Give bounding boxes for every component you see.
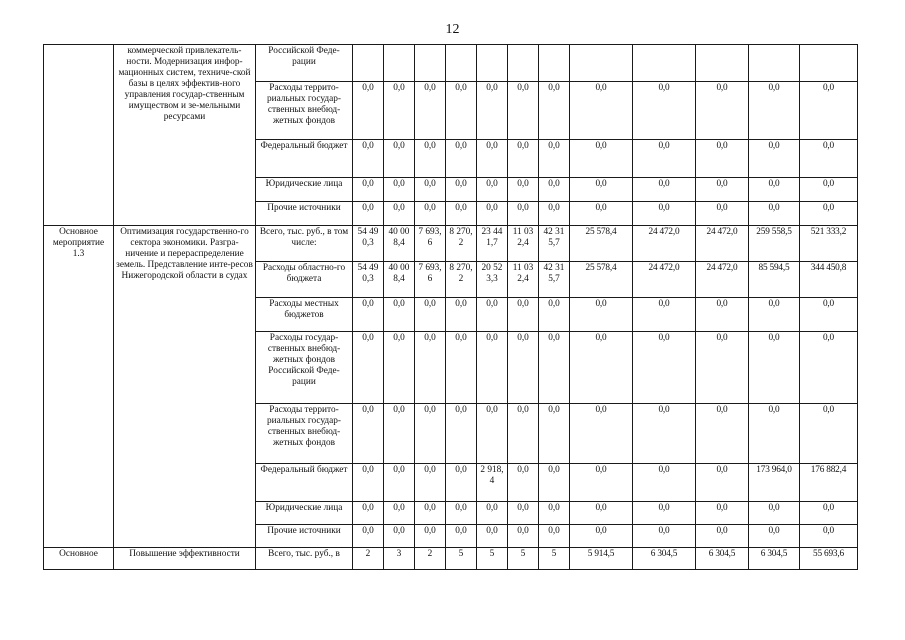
funding-source-cell: Всего, тыс. руб., в	[256, 548, 353, 570]
value-cell: 0,0	[353, 525, 384, 548]
value-cell: 0,0	[415, 332, 446, 404]
value-cell: 0,0	[508, 464, 539, 502]
value-cell: 0,0	[446, 404, 477, 464]
value-cell: 0,0	[415, 140, 446, 178]
value-cell: 5	[539, 548, 570, 570]
value-cell: 0,0	[446, 502, 477, 525]
value-cell: 0,0	[477, 404, 508, 464]
value-cell: 0,0	[446, 178, 477, 202]
value-cell: 5	[477, 548, 508, 570]
value-cell: 0,0	[633, 178, 696, 202]
value-cell: 5 914,5	[570, 548, 633, 570]
value-cell: 173 964,0	[749, 464, 800, 502]
value-cell: 0,0	[384, 464, 415, 502]
value-cell: 0,0	[508, 82, 539, 140]
funding-source-cell: Расходы областно-го бюджета	[256, 262, 353, 298]
value-cell: 521 333,2	[800, 226, 858, 262]
value-cell	[633, 45, 696, 82]
value-cell: 0,0	[539, 464, 570, 502]
value-cell: 2 918,4	[477, 464, 508, 502]
value-cell: 20 523,3	[477, 262, 508, 298]
value-cell: 40 008,4	[384, 226, 415, 262]
value-cell: 55 693,6	[800, 548, 858, 570]
value-cell: 0,0	[633, 404, 696, 464]
value-cell: 0,0	[508, 404, 539, 464]
value-cell: 0,0	[353, 502, 384, 525]
value-cell: 0,0	[570, 464, 633, 502]
value-cell: 0,0	[749, 525, 800, 548]
value-cell: 0,0	[384, 404, 415, 464]
value-cell: 0,0	[570, 82, 633, 140]
value-cell: 0,0	[570, 202, 633, 226]
value-cell: 0,0	[539, 82, 570, 140]
value-cell: 0,0	[633, 525, 696, 548]
value-cell: 0,0	[696, 502, 749, 525]
value-cell: 0,0	[696, 404, 749, 464]
value-cell: 0,0	[696, 464, 749, 502]
value-cell: 0,0	[749, 332, 800, 404]
table-row	[44, 226, 858, 262]
value-cell: 0,0	[749, 82, 800, 140]
value-cell: 7 693,6	[415, 226, 446, 262]
value-cell: 6 304,5	[633, 548, 696, 570]
value-cell: 0,0	[696, 178, 749, 202]
value-cell: 0,0	[415, 178, 446, 202]
value-cell: 0,0	[508, 140, 539, 178]
value-cell: 0,0	[749, 140, 800, 178]
value-cell: 0,0	[477, 332, 508, 404]
value-cell: 0,0	[508, 332, 539, 404]
value-cell: 0,0	[384, 525, 415, 548]
value-cell: 40 008,4	[384, 262, 415, 298]
value-cell: 0,0	[384, 82, 415, 140]
value-cell: 0,0	[353, 404, 384, 464]
value-cell: 0,0	[539, 140, 570, 178]
value-cell: 0,0	[749, 502, 800, 525]
value-cell: 0,0	[353, 298, 384, 332]
value-cell: 0,0	[508, 502, 539, 525]
value-cell: 0,0	[446, 332, 477, 404]
value-cell: 0,0	[696, 202, 749, 226]
value-cell: 0,0	[800, 298, 858, 332]
value-cell: 0,0	[477, 502, 508, 525]
value-cell: 0,0	[477, 202, 508, 226]
value-cell: 0,0	[633, 298, 696, 332]
value-cell	[696, 45, 749, 82]
value-cell: 0,0	[539, 502, 570, 525]
value-cell: 0,0	[800, 502, 858, 525]
value-cell: 0,0	[570, 332, 633, 404]
value-cell: 0,0	[800, 404, 858, 464]
budget-table-body	[44, 45, 858, 570]
table-row	[44, 548, 858, 570]
value-cell: 0,0	[415, 502, 446, 525]
value-cell: 0,0	[749, 298, 800, 332]
funding-source-cell: Юридические лица	[256, 502, 353, 525]
value-cell: 0,0	[749, 178, 800, 202]
value-cell: 3	[384, 548, 415, 570]
value-cell: 0,0	[415, 464, 446, 502]
value-cell: 344 450,8	[800, 262, 858, 298]
value-cell: 0,0	[539, 404, 570, 464]
value-cell: 0,0	[415, 202, 446, 226]
funding-source-cell: Российской Феде-рации	[256, 45, 353, 82]
value-cell: 0,0	[477, 178, 508, 202]
event-cell: Основное мероприятие 1.3	[44, 226, 114, 548]
page-number: 12	[445, 22, 460, 37]
value-cell	[800, 45, 858, 82]
value-cell: 0,0	[749, 202, 800, 226]
funding-source-cell: Расходы государ-ственных внебюд-жетных фондов Российской Феде-рации	[256, 332, 353, 404]
value-cell: 8 270,2	[446, 262, 477, 298]
value-cell: 0,0	[446, 202, 477, 226]
value-cell: 0,0	[508, 525, 539, 548]
value-cell: 0,0	[696, 140, 749, 178]
value-cell: 0,0	[353, 82, 384, 140]
value-cell: 23 441,7	[477, 226, 508, 262]
value-cell	[384, 45, 415, 82]
value-cell: 0,0	[696, 525, 749, 548]
funding-source-cell: Всего, тыс. руб., в том числе:	[256, 226, 353, 262]
funding-source-cell: Федеральный бюджет	[256, 464, 353, 502]
budget-table	[43, 44, 858, 570]
value-cell: 0,0	[696, 298, 749, 332]
value-cell: 25 578,4	[570, 262, 633, 298]
value-cell: 0,0	[696, 82, 749, 140]
value-cell: 0,0	[539, 178, 570, 202]
value-cell: 0,0	[353, 202, 384, 226]
value-cell	[570, 45, 633, 82]
description-cell: коммерческой привлекатель-ности. Модернизация инфор-мационных систем, техниче-ской базы в целях эффектив-ного управления государ-ственным имуществом и зе-мельными ресурсами	[114, 45, 256, 226]
value-cell: 0,0	[696, 332, 749, 404]
value-cell: 0,0	[353, 332, 384, 404]
value-cell: 0,0	[539, 525, 570, 548]
value-cell: 0,0	[508, 298, 539, 332]
value-cell: 0,0	[633, 332, 696, 404]
value-cell: 54 490,3	[353, 262, 384, 298]
value-cell: 0,0	[415, 525, 446, 548]
value-cell: 259 558,5	[749, 226, 800, 262]
value-cell: 11 032,4	[508, 262, 539, 298]
value-cell: 0,0	[477, 298, 508, 332]
value-cell: 0,0	[570, 178, 633, 202]
description-cell: Повышение эффективности	[114, 548, 256, 570]
value-cell: 0,0	[353, 140, 384, 178]
value-cell: 0,0	[570, 502, 633, 525]
value-cell: 0,0	[800, 332, 858, 404]
funding-source-cell: Юридические лица	[256, 178, 353, 202]
value-cell: 0,0	[384, 332, 415, 404]
value-cell: 0,0	[508, 178, 539, 202]
value-cell	[477, 45, 508, 82]
value-cell: 85 594,5	[749, 262, 800, 298]
value-cell: 0,0	[384, 202, 415, 226]
value-cell: 0,0	[477, 140, 508, 178]
funding-source-cell: Расходы террито-риальных государ-ственных внебюд-жетных фондов	[256, 82, 353, 140]
value-cell: 0,0	[633, 82, 696, 140]
value-cell	[539, 45, 570, 82]
value-cell: 0,0	[570, 404, 633, 464]
value-cell: 5	[446, 548, 477, 570]
table-row	[44, 45, 858, 82]
value-cell: 176 882,4	[800, 464, 858, 502]
value-cell: 0,0	[508, 202, 539, 226]
description-cell: Оптимизация государственно-го сектора экономики. Разгра-ничение и перераспределение земель. Представление инте-ресов Нижегородской области в судах	[114, 226, 256, 548]
value-cell: 0,0	[570, 140, 633, 178]
value-cell: 0,0	[446, 298, 477, 332]
value-cell: 8 270,2	[446, 226, 477, 262]
value-cell: 0,0	[800, 178, 858, 202]
value-cell: 0,0	[800, 525, 858, 548]
value-cell: 0,0	[800, 82, 858, 140]
value-cell: 0,0	[633, 464, 696, 502]
value-cell: 0,0	[800, 202, 858, 226]
value-cell: 42 315,7	[539, 226, 570, 262]
value-cell: 6 304,5	[696, 548, 749, 570]
value-cell: 0,0	[384, 502, 415, 525]
value-cell: 7 693,6	[415, 262, 446, 298]
value-cell	[508, 45, 539, 82]
value-cell: 2	[415, 548, 446, 570]
value-cell: 24 472,0	[696, 262, 749, 298]
value-cell: 24 472,0	[633, 262, 696, 298]
funding-source-cell: Расходы террито-риальных государ-ственных внебюд-жетных фондов	[256, 404, 353, 464]
value-cell	[415, 45, 446, 82]
event-cell: Основное	[44, 548, 114, 570]
value-cell: 0,0	[353, 178, 384, 202]
funding-source-cell: Прочие источники	[256, 525, 353, 548]
value-cell	[749, 45, 800, 82]
value-cell: 0,0	[446, 140, 477, 178]
value-cell: 0,0	[539, 202, 570, 226]
value-cell: 0,0	[353, 464, 384, 502]
value-cell: 42 315,7	[539, 262, 570, 298]
value-cell: 0,0	[633, 140, 696, 178]
value-cell: 0,0	[539, 298, 570, 332]
value-cell: 5	[508, 548, 539, 570]
value-cell	[446, 45, 477, 82]
value-cell	[353, 45, 384, 82]
value-cell: 0,0	[477, 82, 508, 140]
value-cell: 25 578,4	[570, 226, 633, 262]
funding-source-cell: Прочие источники	[256, 202, 353, 226]
value-cell: 0,0	[570, 525, 633, 548]
value-cell: 24 472,0	[696, 226, 749, 262]
value-cell: 54 490,3	[353, 226, 384, 262]
funding-source-cell: Федеральный бюджет	[256, 140, 353, 178]
value-cell: 11 032,4	[508, 226, 539, 262]
value-cell: 0,0	[384, 178, 415, 202]
value-cell: 0,0	[384, 298, 415, 332]
value-cell: 0,0	[800, 140, 858, 178]
value-cell: 0,0	[633, 502, 696, 525]
value-cell: 0,0	[384, 140, 415, 178]
event-cell	[44, 45, 114, 226]
funding-source-cell: Расходы местных бюджетов	[256, 298, 353, 332]
value-cell: 0,0	[446, 525, 477, 548]
value-cell: 2	[353, 548, 384, 570]
value-cell: 0,0	[633, 202, 696, 226]
value-cell: 0,0	[446, 82, 477, 140]
value-cell: 0,0	[570, 298, 633, 332]
value-cell: 0,0	[749, 404, 800, 464]
value-cell: 0,0	[415, 82, 446, 140]
value-cell: 24 472,0	[633, 226, 696, 262]
value-cell: 0,0	[477, 525, 508, 548]
value-cell: 0,0	[539, 332, 570, 404]
value-cell: 0,0	[446, 464, 477, 502]
value-cell: 6 304,5	[749, 548, 800, 570]
value-cell: 0,0	[415, 404, 446, 464]
value-cell: 0,0	[415, 298, 446, 332]
